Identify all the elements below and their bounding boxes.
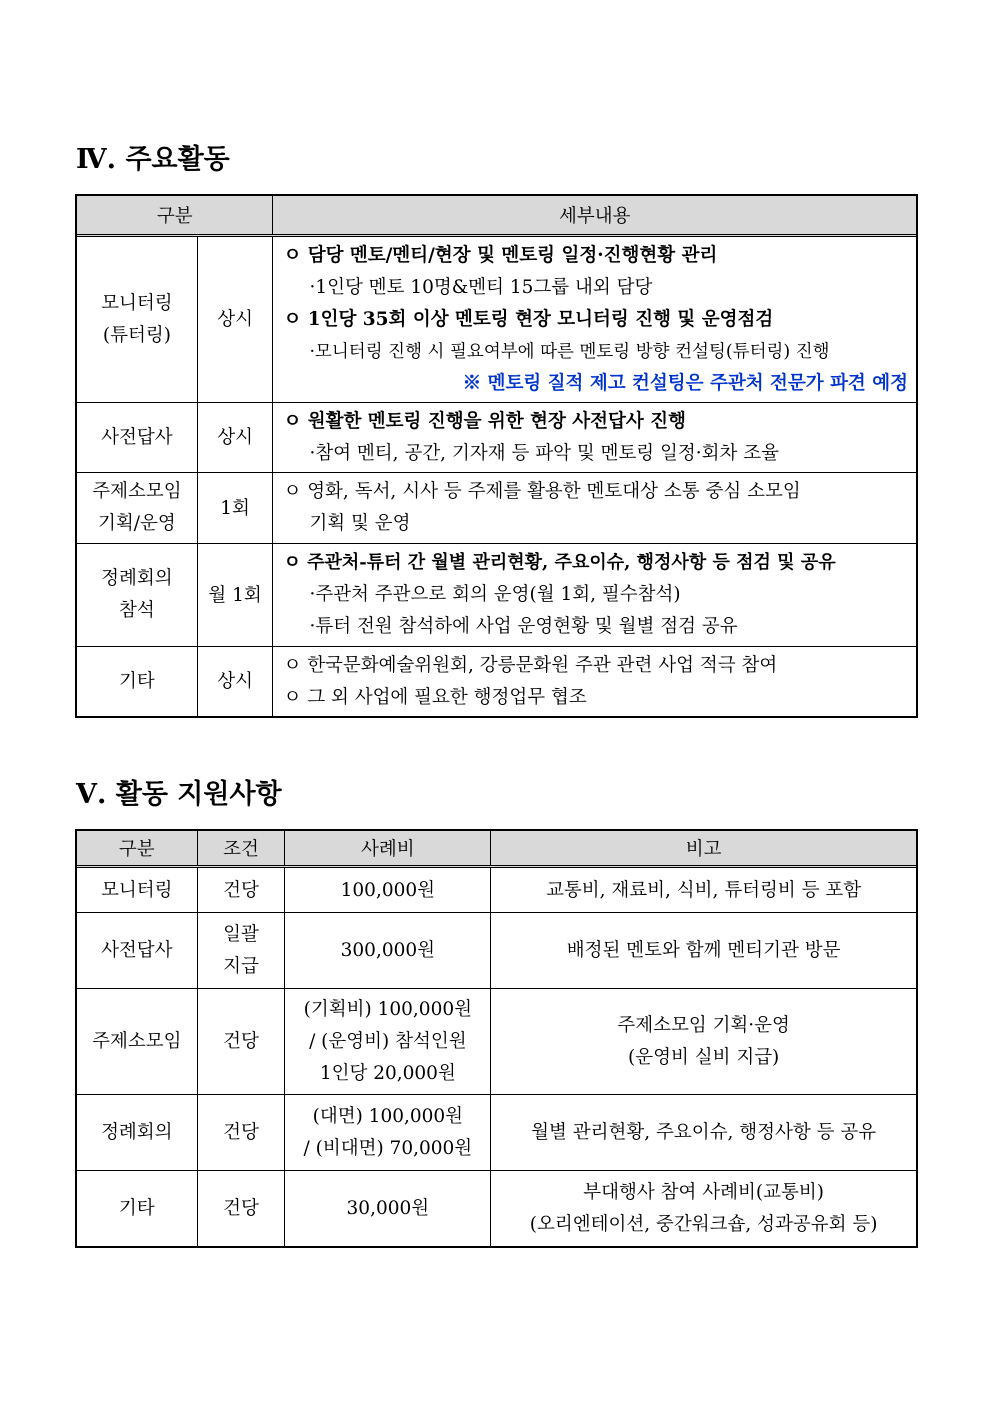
detail-line: ·주관처 주관으로 회의 운영(월 1회, 필수참석)	[309, 584, 681, 605]
row-details	[273, 647, 917, 717]
row-condition: 건당	[197, 867, 285, 913]
row-remarks	[491, 989, 917, 1095]
table-row	[77, 989, 917, 1095]
row-label-line: 모니터링	[101, 292, 173, 314]
detail-line: 기획 및 운영	[309, 513, 411, 534]
row-label: 주제소모임	[77, 989, 198, 1095]
row-condition: 건당	[197, 1171, 285, 1247]
detail-line: ·튜터 전원 참석하에 사업 운영현황 및 월별 점검 공유	[309, 616, 738, 637]
table-row	[77, 647, 917, 717]
header-condition: 조건	[197, 831, 285, 867]
row-condition: 건당	[197, 989, 285, 1095]
cell-line: 부대행사 참여 사례비(교통비)	[583, 1181, 824, 1203]
row-details	[273, 473, 917, 544]
cell-line: 주제소모임 기획·운영	[617, 1014, 790, 1036]
row-fee	[285, 1095, 491, 1171]
row-details	[273, 236, 917, 403]
detail-line: ㅇ 영화, 독서, 시사 등 주제를 활용한 멘토대상 소통 중심 소모임	[283, 481, 801, 502]
row-condition	[197, 913, 285, 989]
table-row	[77, 473, 917, 544]
row-label: 모니터링	[77, 867, 198, 913]
cell-line: (대면) 100,000원	[312, 1105, 464, 1127]
header-category: 구분	[77, 196, 273, 236]
row-label-line: 주제소모임	[92, 481, 182, 502]
header-details: 세부내용	[273, 196, 917, 236]
cell-line: (오리엔테이션, 중간워크숍, 성과공유회 등)	[529, 1213, 878, 1235]
section4-title: Ⅳ. 주요활동	[76, 144, 230, 175]
row-label	[77, 544, 198, 647]
support-table	[76, 830, 917, 1247]
row-remarks: 배정된 멘토와 함께 멘티기관 방문	[491, 913, 917, 989]
row-label-line: 정례회의	[101, 568, 173, 589]
row-fee: 30,000원	[285, 1171, 491, 1247]
detail-note: ※ 멘토링 질적 제고 컨설팅은 주관처 전문가 파견 예정	[462, 372, 908, 394]
cell-line: / (운영비) 참석인원	[309, 1030, 467, 1052]
table-row	[77, 403, 917, 473]
header-category: 구분	[77, 831, 198, 867]
row-frequency: 상시	[197, 236, 273, 403]
detail-line: ·모니터링 진행 시 필요여부에 따른 멘토링 방향 컨설팅(튜터링) 진행	[309, 341, 830, 362]
row-label-line: 기획/운영	[98, 513, 176, 534]
table-row	[77, 1171, 917, 1247]
detail-line: ㅇ 주관처-튜터 간 월별 관리현황, 주요이슈, 행정사항 등 점검 및 공유	[283, 552, 836, 573]
detail-line: ㅇ 그 외 사업에 필요한 행정업무 협조	[283, 686, 587, 708]
row-frequency: 상시	[197, 647, 273, 717]
row-remarks	[491, 1171, 917, 1247]
row-fee	[285, 989, 491, 1095]
header-remarks: 비고	[491, 831, 917, 867]
section5-title: Ⅴ. 활동 지원사항	[76, 779, 282, 810]
table-row	[77, 236, 917, 403]
row-condition: 건당	[197, 1095, 285, 1171]
table-row	[77, 913, 917, 989]
detail-line: ㅇ 담당 멘토/멘티/현장 및 멘토링 일정·진행현황 관리	[283, 244, 718, 266]
row-fee: 300,000원	[285, 913, 491, 989]
row-details	[273, 544, 917, 647]
row-label-line: (튜터링)	[102, 324, 171, 346]
cell-line: 지급	[223, 955, 259, 977]
cell-line: 일괄	[223, 923, 259, 945]
row-label: 정례회의	[77, 1095, 198, 1171]
row-label-line: 참석	[119, 600, 155, 621]
table-row	[77, 867, 917, 913]
row-fee: 100,000원	[285, 867, 491, 913]
row-remarks: 교통비, 재료비, 식비, 튜터링비 등 포함	[491, 867, 917, 913]
header-fee: 사례비	[285, 831, 491, 867]
row-label: 기타	[77, 647, 198, 717]
detail-line: ㅇ 한국문화예술위원회, 강릉문화원 주관 관련 사업 적극 참여	[283, 654, 778, 676]
activities-table	[76, 195, 917, 717]
cell-line: 1인당 20,000원	[319, 1062, 456, 1084]
detail-line: ㅇ 원활한 멘토링 진행을 위한 현장 사전답사 진행	[283, 410, 686, 432]
row-label: 사전답사	[77, 913, 198, 989]
table-row	[77, 544, 917, 647]
cell-line: (기획비) 100,000원	[303, 998, 472, 1020]
row-label	[77, 473, 198, 544]
row-frequency: 1회	[197, 473, 273, 544]
row-label: 기타	[77, 1171, 198, 1247]
table-row	[77, 1095, 917, 1171]
cell-line: / (비대면) 70,000원	[303, 1137, 473, 1159]
detail-line: ·1인당 멘토 10명&멘티 15그룹 내외 담당	[309, 276, 653, 298]
detail-line: ·참여 멘티, 공간, 기자재 등 파악 및 멘토링 일정·회차 조율	[309, 442, 780, 464]
cell-line: (운영비 실비 지급)	[627, 1046, 780, 1068]
row-details	[273, 403, 917, 473]
row-remarks: 월별 관리현황, 주요이슈, 행정사항 등 공유	[491, 1095, 917, 1171]
row-frequency: 월 1회	[197, 544, 273, 647]
detail-line: ㅇ 1인당 35회 이상 멘토링 현장 모니터링 진행 및 운영점검	[283, 308, 774, 330]
row-label	[77, 236, 198, 403]
row-label: 사전답사	[77, 403, 198, 473]
row-frequency: 상시	[197, 403, 273, 473]
